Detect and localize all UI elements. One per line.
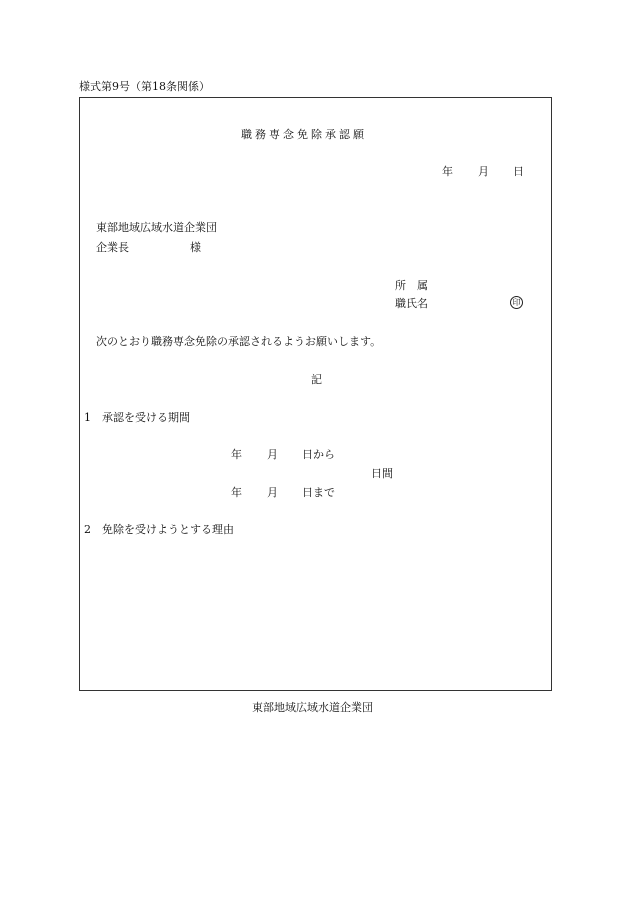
footer-organization: 東部地域広域水道企業団 xyxy=(252,701,373,714)
period-from-day: 日から xyxy=(302,448,335,461)
form-box xyxy=(79,97,552,691)
request-text: 次のとおり職務専念免除の承認されるようお願いします。 xyxy=(96,335,382,348)
affiliation-label: 所 属 xyxy=(395,279,428,292)
addressee-honorific: 様 xyxy=(190,241,201,254)
seal-mark: 印 xyxy=(510,296,523,309)
item2-number: 2 xyxy=(84,523,91,536)
ki-heading: 記 xyxy=(311,373,322,386)
date-year-label: 年 xyxy=(442,165,453,178)
addressee-organization: 東部地域広域水道企業団 xyxy=(96,221,217,234)
period-from-month: 月 xyxy=(267,448,278,461)
period-to-year: 年 xyxy=(231,486,242,499)
item1-label: 承認を受ける期間 xyxy=(102,411,190,424)
period-from-year: 年 xyxy=(231,448,242,461)
name-label: 職氏名 xyxy=(395,297,428,310)
item2-label: 免除を受けようとする理由 xyxy=(102,523,234,536)
period-to-day: 日まで xyxy=(302,486,335,499)
addressee-position: 企業長 xyxy=(96,241,129,254)
form-number: 様式第9号（第18条関係） xyxy=(79,80,210,93)
form-title: 職務専念免除承認願 xyxy=(241,128,367,141)
period-days: 日間 xyxy=(371,467,393,480)
date-day-label: 日 xyxy=(513,165,524,178)
item1-number: 1 xyxy=(84,411,91,424)
period-to-month: 月 xyxy=(267,486,278,499)
date-month-label: 月 xyxy=(478,165,489,178)
